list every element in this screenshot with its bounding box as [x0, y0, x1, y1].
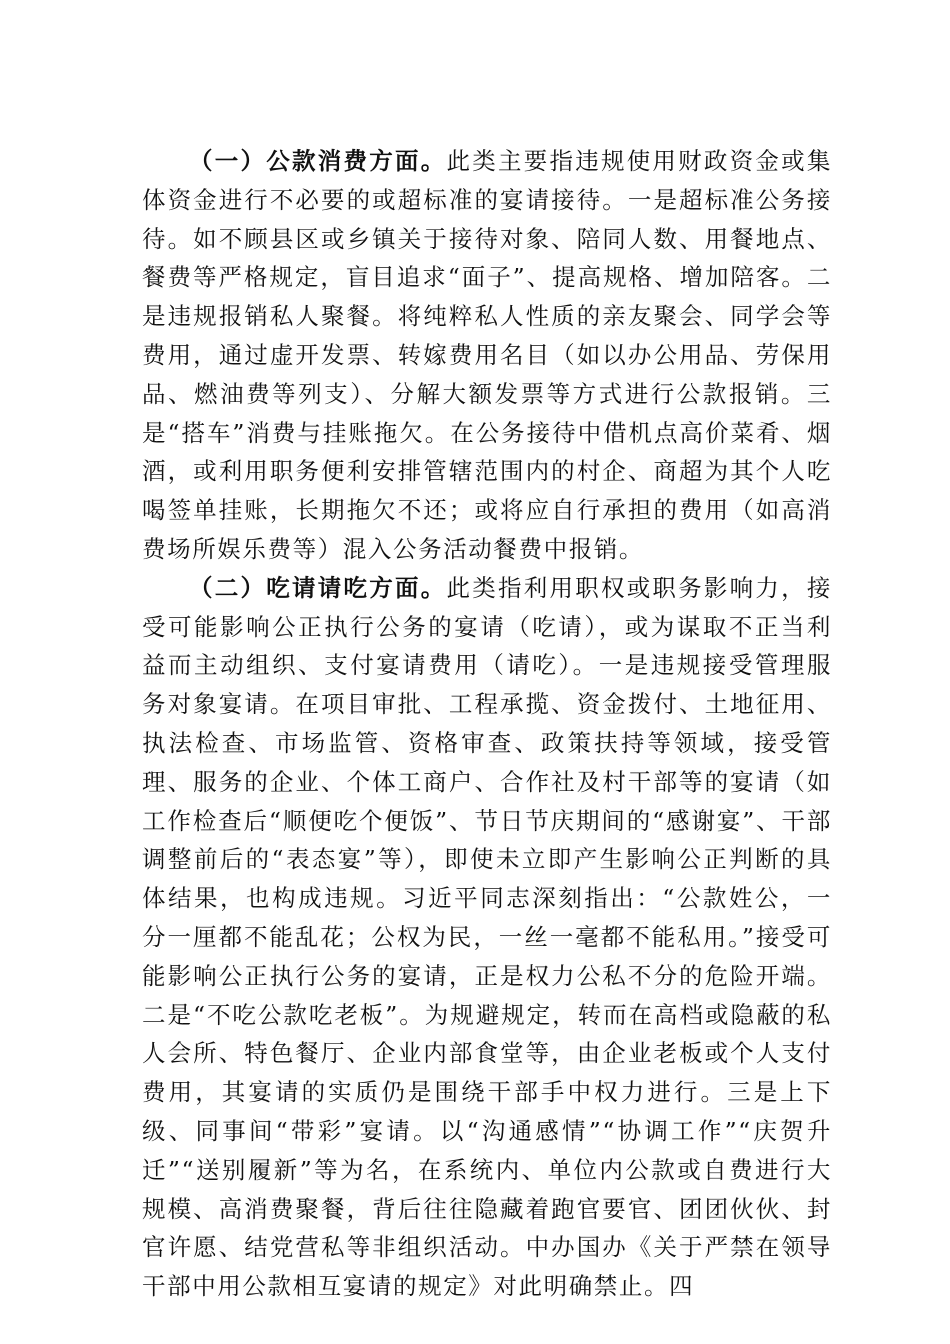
section-heading-banquets: （二）吃请请吃方面。 [189, 573, 447, 602]
paragraph-public-funds [142, 142, 832, 569]
section-text-public-funds: 此类主要指违规使用财政资金或集体资金进行不必要的或超标准的宴请接待。一是超标准公务接待。如不顾县区或乡镇关于接待对象、陪同人数、用餐地点、餐费等严格规定，盲目追求“面子”、提高规格、增加陪客。二是违规报销私人聚餐。将纯粹私人性质的亲友聚会、同学会等费用，通过虚开发票、转嫁费用名目（如以办公用品、劳保用品、燃油费等列支）、分解大额发票等方式进行公款报销。三是“搭车”消费与挂账拖欠。在公务接待中借机点高价菜肴、烟酒，或利用职务便利安排管辖范围内的村企、商超为其个人吃喝签单挂账，长期拖欠不还；或将应自行承担的费用（如高消费场所娱乐费等）混入公务活动餐费中报销。 [142, 147, 833, 563]
section-heading-public-funds: （一）公款消费方面。 [189, 147, 447, 175]
document-body [142, 142, 832, 1306]
paragraph-banquets [142, 569, 832, 1306]
section-text-banquets: 此类指利用职权或职务影响力，接受可能影响公正执行公务的宴请（吃请），或为谋取不正当利益而主动组织、支付宴请费用（请吃）。一是违规接受管理服务对象宴请。在项目审批、工程承揽、资金拨付、土地征用、执法检查、市场监管、资格审查、政策扶持等领域，接受管理、服务的企业、个体工商户、合作社及村干部等的宴请（如工作检查后“顺便吃个便饭”、节日节庆期间的“感谢宴”、干部调整前后的“表态宴”等），即使未立即产生影响公正判断的具体结果，也构成违规。习近平同志深刻指出：“公款姓公，一分一厘都不能乱花；公权为民，一丝一毫都不能私用。”接受可能影响公正执行公务的宴请，正是权力公私不分的危险开端。二是“不吃公款吃老板”。为规避规定，转而在高档或隐蔽的私人会所、特色餐厅、企业内部食堂等，由企业老板或个人支付费用，其宴请的实质仍是围绕干部手中权力进行。三是上下级、同事间“带彩”宴请。以“沟通感情”“协调工作”“庆贺升迁”“送别履新”等为名，在系统内、单位内公款或自费进行大规模、高消费聚餐，背后往往隐藏着跑官要官、团团伙伙、封官许愿、结党营私等非组织活动。中办国办《关于严禁在领导干部中用公款相互宴请的规定》对此明确禁止。四 [142, 573, 833, 1301]
